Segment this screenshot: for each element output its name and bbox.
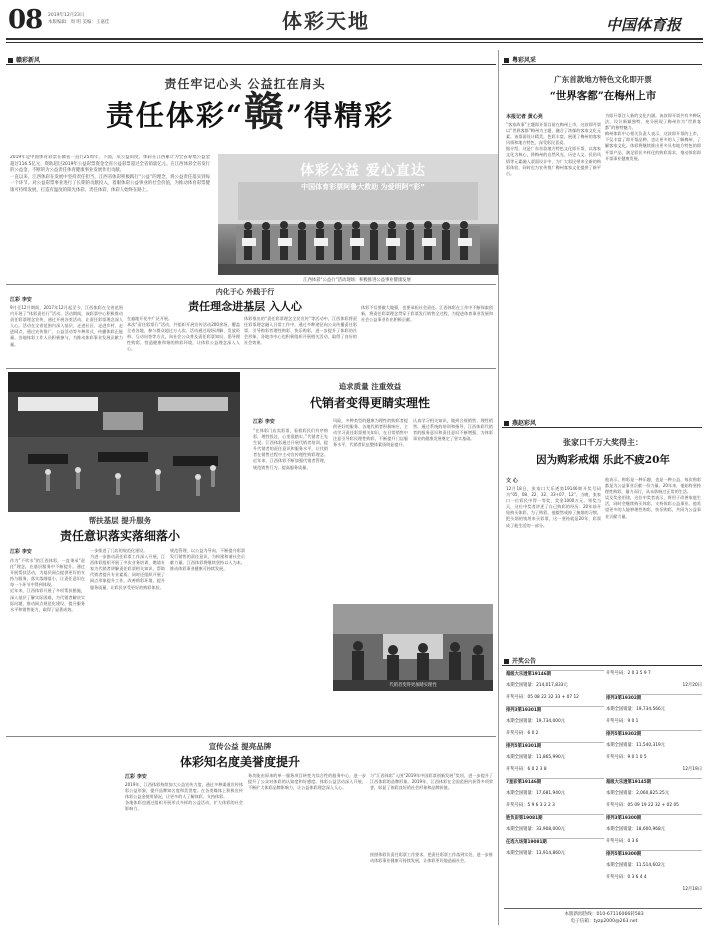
lottery-row <box>606 802 702 809</box>
lottery-row-value: 0 3 6 <box>627 839 639 844</box>
lottery-row <box>606 826 702 833</box>
newspaper-logo: 中国体育报 <box>606 16 682 34</box>
lottery-row-name: 本期全国销量： <box>606 707 637 712</box>
lottery-footer-hotline: 本版新闻热线：010-67116066转583 <box>564 912 644 917</box>
lottery-row <box>606 814 702 821</box>
lottery-row-value: 12月20日 <box>682 683 702 688</box>
lottery-row-name: 超级大乐透第19146期 <box>506 672 552 677</box>
lottery-row-name: 开奖号码： <box>606 839 628 844</box>
lottery-row <box>606 874 702 881</box>
lottery-row-name: 开奖号码： <box>506 803 528 808</box>
lottery-row-value: 19,734,000元 <box>536 719 565 724</box>
section-tag-jiangxi: 赣彩新风 <box>6 56 496 65</box>
lottery-row <box>606 706 702 713</box>
article1-col3: 体彩推出的“责任彩票理念全民宣传”等活动中，江西体彩将责任彩票理念融入日常工作中，通过多种途径向公众传播责任彩票，引导购彩者理性购彩、快乐购彩，进一步提升了体彩的社会形象。各地市中心也积极组织开展相关活动，取得了良好的社会效果。 <box>244 316 357 346</box>
lottery-row <box>606 778 702 785</box>
lottery-row <box>606 850 702 857</box>
lottery-row-name: 本期全国销量： <box>506 683 537 688</box>
article2-col1: “在体彩门店卖彩票，看着彩民们有序购彩，理性投注，心里很踏实。”代销者王先生说。江西体彩通过开展代销者培训，提升代销者的责任意识和服务水平，让代销者在销售过程中主动宣传理性购彩理念。近年来，江西体彩不断加强代销者管理，规范销售行为，提高服务质量。 <box>253 428 328 470</box>
lottery-row-value: 2,060,825.25元 <box>636 791 670 796</box>
lottery-row-name: 开奖号码： <box>506 731 528 736</box>
lottery-row <box>506 670 604 677</box>
lottery-row <box>506 790 604 797</box>
lottery-footer-rule <box>504 908 702 909</box>
headline-post: ”得精彩 <box>286 99 395 132</box>
lottery-row-name: 本期全国销量： <box>506 827 537 832</box>
lottery-row <box>506 742 604 749</box>
dealer-photo-caption: 代销者变得更加睛实理性 <box>389 683 437 688</box>
guangdong-col1: “客家故事”主题即开票目前在梅州上市，这款即开票以“世界客都”梅州为主题，融合了浓郁的客家文化元素。该票面设计精美，色彩丰富，展现了梅州的客家风情和地方特色，深受彩民喜爱。 据介绍，这是广东首款地方特色文化即开票，以客家文化为核心，将梅州的自然风光、历史人文、民俗风情等元素融入票面设计中，为广大彩民带来全新的购彩体验，同时也为宣传推广梅州客家文化提供了新平台。 <box>506 122 601 176</box>
article1-kicker: 内化于心 外践于行 <box>215 287 275 296</box>
article2-byline: 江彩 李安 <box>253 419 275 425</box>
column-divider <box>498 50 499 925</box>
page-number: 08 <box>8 5 43 35</box>
lottery-row <box>606 790 702 797</box>
lottery-row-value: 9 0 1 0 5 <box>627 755 647 760</box>
lottery-row-value: 05 08 22 32 33 + 07 12 <box>527 695 579 700</box>
lottery-row <box>606 886 702 893</box>
dealer-photo <box>333 604 493 691</box>
main-photo-caption: 江西体彩“公益行”活动现场：积极推进公益事业健康发展 <box>303 278 411 283</box>
lottery-footer-email: 电子信箱：tyzp2000@263.net <box>570 919 638 924</box>
lottery-row-name: 开奖号码： <box>606 671 628 676</box>
lottery-row <box>506 730 604 737</box>
lottery-row-name: 本期全国销量： <box>606 743 637 748</box>
lottery-row-value: 6 0 2 <box>527 731 539 736</box>
hebei-kicker: 张家口千万大奖得主： <box>563 437 643 447</box>
lottery-row-name: 本期全国销量： <box>506 791 537 796</box>
lottery-row-value: 12月19日 <box>682 767 702 772</box>
lottery-row-name: 本期全国销量： <box>506 851 537 856</box>
photo-banner-sub: 中国体育彩票阿鲁大救助 为爱明阿“彩” <box>301 183 425 191</box>
hebei-title: 因为购彩戒烟 乐此不疲20年 <box>536 454 670 466</box>
lead-text: 2019年是中国体育彩票在赣省一直行25周年，下面，从公益角度，体彩在江西累计为全省筹集公益金超过116.5亿元，资助超过2019年公益彩票资金全省公益彩票超过全省销量亿元。在江西体彩全省发行的公益金，不断的为公益责任体育健康事业发展作出贡献。 一直以来，江西体彩在发展中坚持责任担当，江西省体彩积极践行“公益”的理念，将公益责任落实到每一个环节。对公益彩票事业进行了长期的贡献投入，着眼体彩公益事业的社会价值，为推动体育彩票健康可持续发展，打造有温度的阳光体彩、责任体彩，体彩人始终在路上。 <box>10 155 210 193</box>
lottery-row-name: 超级大乐透第19145期 <box>606 780 652 785</box>
section-tag-lottery: 开奖公告 <box>502 657 702 666</box>
lottery-row-value: 11,540,319元 <box>636 743 665 748</box>
lottery-row <box>506 802 604 809</box>
photo-banner-text: 体彩公益 爱心直达 <box>300 163 426 179</box>
lottery-row-name: 本期全国销量： <box>606 791 637 796</box>
lottery-row-name: 排列5第19300期 <box>606 852 642 857</box>
hebei-col1: 12月18日，张家口大乐透第19146期开奖号码为“05、08、22、32、33+07、12”。当晚，张家口一位彩民中得一等奖，奖金1000万元。领奖当天，这位中奖者讲述了自己购彩的经历：20年前开始购买体彩，为了购彩，他毅然戒掉了抽烟的习惯，把买烟的钱用来买彩票，这一坚持就是20年，彩票成了他生活的一部分。 <box>506 486 601 528</box>
headline-emphasis: 赣 <box>244 88 286 135</box>
lottery-row-name: 排列3第19300期 <box>606 816 642 821</box>
article2-kicker: 追求质量 注重效益 <box>338 382 402 391</box>
lottery-row <box>506 754 604 761</box>
hebei-col2: 他表示，购彩是一种乐趣，也是一种公益，每次购彩都是为公益事业贡献一份力量。20年来，他始终坚持理性购彩，量力而行，从未影响过正常的生活。 谈及奖金用途，这位中奖者表示，将用于改善家庭生活，同时会继续购买体彩，支持体彩公益事业。他希望更多的人能够理性购彩，快乐购彩，共同为公益事业贡献力量。 <box>605 477 701 519</box>
article3-col2: 一步推进了门店的规范化建设。 为进一步推动责任彩票工作深入开展，江西体彩组织开展了多次业务培训，邀请专家为代销者讲解责任彩票相关知识，帮助代销者提升专业素质。同时还组织开展了网点形象提升工作，改善购彩环境，提升服务质量，让彩民享受更好的购彩体验。 <box>90 548 165 590</box>
article1-col2: 在遍地开花中广泛开展。 本次“责任彩票行”活动，共组织开展宣传活动200余场，覆盖全省各地，参与群众超过万人次。活动通过现场讲解、发放资料、互动问答等方式，向社会公众普及责任彩票知识，倡导理性购彩，营造健康和谐的购彩环境，让体彩公益理念深入人心。 <box>127 316 240 352</box>
section-tag-hebei: 燕赵彩风 <box>502 419 702 428</box>
lottery-row-name: 开奖号码： <box>506 767 528 772</box>
article3-kicker: 帮扶基层 提升服务 <box>88 516 152 525</box>
lottery-row-value: 19,734,566元 <box>636 707 665 712</box>
article4-col2: 务功能由原来的单一服务项目转变为综合性的服务中心，进一步提升了公众对体彩的认知度和好感度。体彩公益活动深入开展，不断扩大体彩品牌影响力，让公益体彩理念深入人心。 <box>248 773 366 791</box>
night-venue-photo <box>8 372 240 512</box>
lottery-row-value: 0 3 6 4 4 <box>627 875 647 880</box>
lottery-row-name: 任选九场第19081期 <box>506 840 547 845</box>
article4-byline: 江彩 李安 <box>125 774 147 780</box>
lottery-row <box>506 718 604 725</box>
lottery-row-name: 本期全国销量： <box>506 719 537 724</box>
lottery-right-list <box>606 670 702 905</box>
dealer-photo-svg <box>333 604 493 691</box>
lottery-row <box>606 862 702 869</box>
lottery-row <box>506 766 604 773</box>
lottery-row-name: 排列5第19302期 <box>606 732 642 737</box>
lottery-row-value: 17,681,940元 <box>536 791 565 796</box>
lottery-row-name: 本期全国销量： <box>506 755 537 760</box>
masthead-rule <box>6 38 703 40</box>
lottery-row-value: 12月18日 <box>682 887 702 892</box>
lottery-row-name: 开奖号码： <box>606 803 628 808</box>
lottery-row <box>606 766 702 773</box>
section-tag-guangdong: 粤彩风采 <box>502 56 702 65</box>
lottery-row-value: 5 9 6 3 2 2 3 <box>527 803 555 808</box>
headline-pre: 责任体彩“ <box>105 99 244 132</box>
article2-col2: 风险，多种类型的健康为理性的购彩者提供更好的服务。各地代销者积极响应，主动学习责任彩票相关知识，在日常销售中注意引导彩民理性购彩，不断提升门店服务水平，代销者队伍整体素质明显提升。 <box>333 418 408 448</box>
guangdong-subtitle: 广东首款地方特色文化即开票 <box>554 75 652 84</box>
lottery-row-name: 开奖号码： <box>606 755 628 760</box>
guangdong-title: “世界客都”在梅州上市 <box>549 90 657 102</box>
masthead-rule-thin <box>6 42 703 43</box>
divider <box>6 284 496 285</box>
lottery-row <box>606 838 702 845</box>
article4-title: 体彩知名度美誉度提升 <box>179 755 300 769</box>
lottery-row <box>606 682 702 689</box>
article4-col4: 按照体彩负责任彩票工作要求，把责任彩票工作落到实处，进一步推动体彩事业健康可持续发展，让体彩更好地造福社会。 <box>370 852 493 864</box>
guangdong-byline: 本报记者 黄心亮 <box>506 114 543 120</box>
lottery-row <box>606 754 702 761</box>
lottery-row-name: 胜负彩第19081期 <box>506 816 543 821</box>
lottery-row <box>606 730 702 737</box>
lottery-row <box>606 670 702 677</box>
article1-title: 责任理念进基层 入人心 <box>188 300 302 313</box>
main-photo <box>218 154 498 275</box>
masthead <box>0 0 709 38</box>
article1-col1: 9月至12月期间，2017年12月起至今，江西体彩在全省范围内开展了“体彩责任行”活动。活动期间，该彩票中心积极推动责任彩票理念宣传，通过开展各类活动，让责任彩票理念深入人心。活动在全省范围内深入基层，走进社区、走进乡村、走进网点，通过宣传推广、公益活动等多种形式，传播体彩正能量。各地体彩工作人员积极参与，为推动体彩事业发展贡献力量。 <box>10 305 123 347</box>
lottery-row-name: 排列3第19301期 <box>506 708 542 713</box>
article4-col1: 2019年，江西体彩持续加大公益宣传力度，通过多种渠道宣传体彩公益形象，提升品牌知名度和美誉度。在各类媒体上积极宣传体彩公益金使用情况，让更多的人了解体彩、支持体彩。 各地体彩也通过组织开展形式多样的公益活动，扩大体彩的社会影响力。 <box>125 782 243 812</box>
article3-col1: 作为“不吹水”的江西体彩，一直秉承“责任”理念，在基层服务中不断提升。通过开展帮扶活动，为基层网点提供更好的支持与服务，落实落细落小，让责任意识在每一个环节中得到体现。 近年来，江西体彩开展了多项帮扶措施，深入基层了解实际困难，为代销者解决实际问题，推动网点规范化建设，提升服务水平和销售能力，取得了显著成效。 <box>10 558 85 612</box>
article1-col4: 体彩不仅要做大做强，也要承担社会责任。江西体彩在工作中不断探索创新，将责任彩票理念贯穿于彩票发行销售全过程，为促进体育事业发展和社会公益事业作出积极贡献。 <box>361 305 493 323</box>
lottery-row <box>606 694 702 701</box>
lottery-row-name: 7星彩第19146期 <box>506 780 542 785</box>
divider <box>6 368 496 369</box>
lottery-row-name: 开奖号码： <box>606 719 628 724</box>
lottery-row-value: 11,514,602元 <box>636 863 665 868</box>
main-kicker: 责任牢记心头 公益扛在肩头 <box>164 77 326 91</box>
editor-line: 本版编辑：周 明 美编：王嘉佳 <box>48 20 110 25</box>
lottery-row-name: 本期全国销量： <box>606 827 637 832</box>
article4-kicker: 宣传公益 提亮品牌 <box>208 742 272 751</box>
lottery-row-name: 开奖号码： <box>606 875 628 880</box>
lottery-row-value: 2 0 3 5 9 7 <box>627 671 651 676</box>
article3-byline: 江彩 李安 <box>10 549 32 555</box>
lottery-row-value: 11,865,990元 <box>536 755 565 760</box>
date-line: 2019年12月23日 <box>48 13 85 18</box>
lottery-row-name: 开奖号码： <box>506 695 528 700</box>
lottery-row-name: 排列3第19302期 <box>606 696 642 701</box>
lottery-row <box>506 838 604 845</box>
article2-col3: 认真学习相关知识，做到合规销售、理性销售。通过系统的培训和指导，江西体彩代销者的服务意识和责任意识不断增强，为体彩事业的健康发展奠定了坚实基础。 <box>413 418 493 442</box>
lottery-row <box>506 850 604 857</box>
lottery-row <box>506 826 604 833</box>
article2-title: 代销者变得更睛实理性 <box>309 396 430 410</box>
lottery-row-value: 9 0 1 <box>627 719 639 724</box>
lottery-row <box>506 778 604 785</box>
lottery-row-value: 6 0 2 3 8 <box>527 767 547 772</box>
lottery-row-value: 214,017,833元 <box>536 683 568 688</box>
article3-col3: 规范管理，以公益为导向，不断提升彩票发行销售的责任意识，为构建和谐社会贡献力量。江西体彩将继续坚持以人为本，推动体彩事业健康可持续发展。 <box>170 548 245 572</box>
guangdong-col2: 为即开票注入新的文化内涵。该款即开票共有多种玩法，设计新颖独特，充分展现了梅州作为“世界客都”的独特魅力。 梅州体彩中心相关负责人表示，这款即开票的上市，不仅丰富了即开票品种，也让更多的人了解梅州、了解客家文化。体彩将继续推出更多具有地方特色的即开票产品，满足彩民多样化的购彩需求，推动体彩即开票事业健康发展。 <box>605 113 701 161</box>
lottery-row <box>506 814 604 821</box>
lottery-row-name: 本期全国销量： <box>606 863 637 868</box>
article3-title: 责任意识落实落细落小 <box>59 529 180 543</box>
article4-col3: 与“江西体彩”入围“2019年中国彩票创新发展”奖项，进一步提升了江西体彩的品牌形象。2019年，江西体彩在全国范围内获得多项荣誉，彰显了体彩良好的社会形象和品牌价值。 <box>370 773 493 791</box>
lottery-left-list <box>506 670 604 905</box>
section-title: 体彩天地 <box>282 9 370 33</box>
lottery-row <box>606 742 702 749</box>
lottery-row-value: 33,908,000元 <box>536 827 565 832</box>
article1-byline: 江彩 李安 <box>10 297 32 303</box>
lottery-row-value: 18,600,968元 <box>636 827 665 832</box>
night-venue-svg <box>8 372 240 512</box>
lottery-row <box>606 718 702 725</box>
lottery-row <box>506 682 604 689</box>
hebei-byline: 文 心 <box>506 478 518 484</box>
lottery-row <box>506 706 604 713</box>
lottery-row-name: 排列5第19301期 <box>506 744 542 749</box>
main-headline <box>40 90 460 138</box>
lottery-row-value: 13,914,860元 <box>536 851 565 856</box>
lottery-row-value: 05 09 19 22 32 + 02 05 <box>627 803 679 808</box>
lottery-row <box>506 694 604 701</box>
divider <box>6 736 496 737</box>
